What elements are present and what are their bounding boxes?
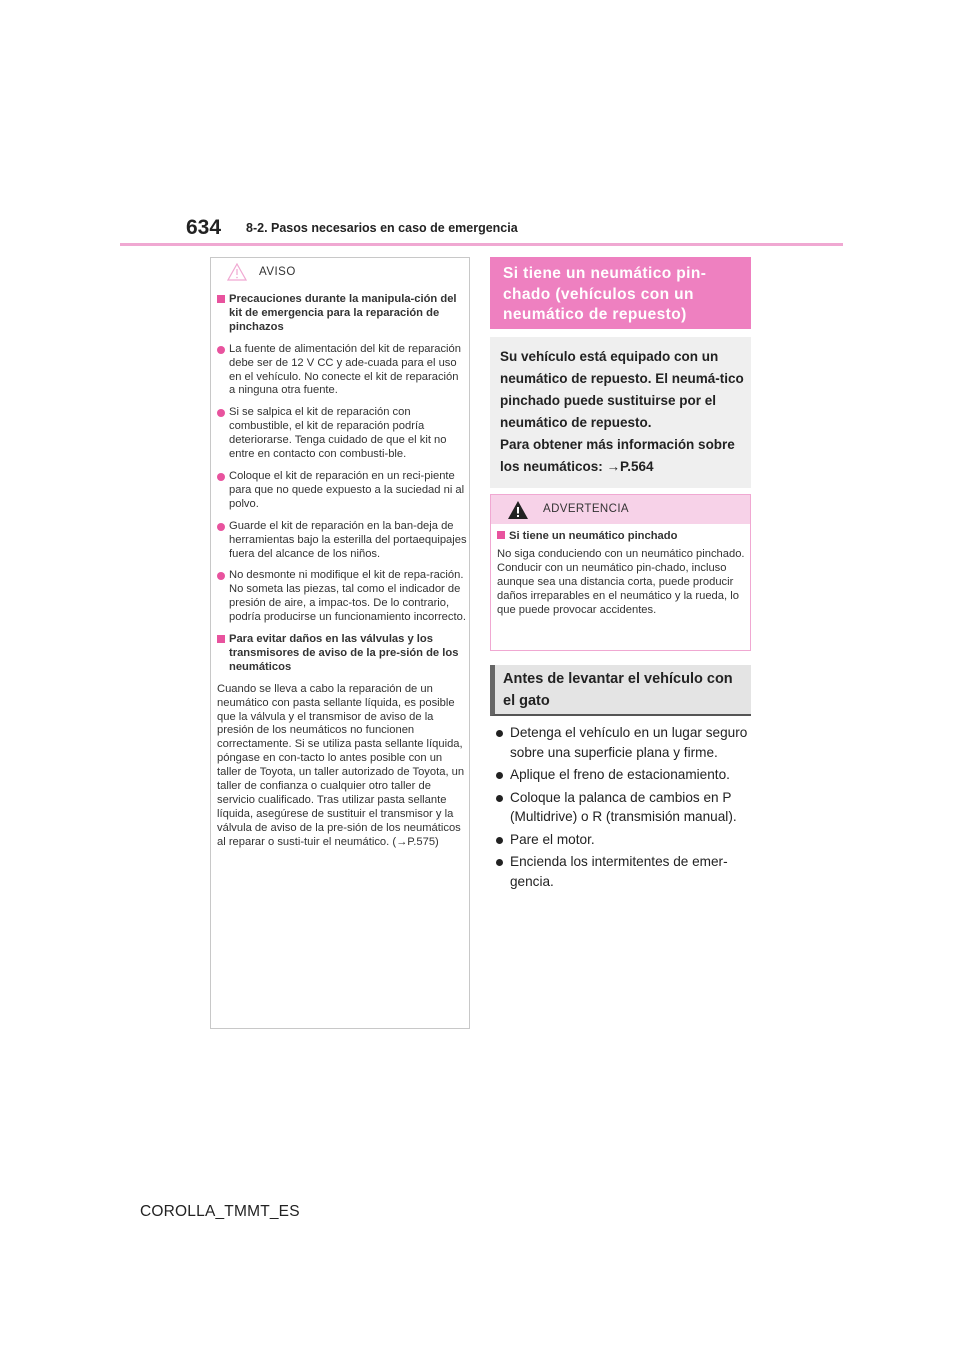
circle-bullet-icon <box>217 572 225 580</box>
circle-bullet-icon <box>217 346 225 354</box>
aviso-heading-2: Para evitar daños en las válvulas y los transmisores de aviso de la pre-sión de los neumáticos <box>217 633 467 675</box>
aviso-heading-1: Precauciones durante la manipula-ción del kit de emergencia para la reparación de pinchazos <box>217 293 467 335</box>
aviso-bullet: Coloque el kit de reparación en un reci-piente para que no quede expuesto a la suciedad ni al polvo. <box>217 470 467 512</box>
advertencia-heading: Si tiene un neumático pinchado <box>497 529 747 543</box>
advertencia-paragraph: No siga conduciendo con un neumático pinchado. Conducir con un neumático pin-chado, incluso aunque sea una distancia corta, puede producir daños irreparables en el neumático y la rueda, lo que puede provocar accidentes. <box>497 548 745 616</box>
aviso-paragraph: Cuando se lleva a cabo la reparación de un neumático con pasta sellante líquida, es posible que la válvula y el transmisor de aviso de la presión de los neumáticos no funcionen correctamente. Si se utiliza pasta sellante líquida, póngase en con-tacto lo antes posible con un taller de Toyota, un taller autorizado de Toyota, un taller de confianza o cualquier otro taller de servicio cualificado. Tras utilizar pasta sellante líquida, asegúrese de sustituir el transmisor y la válvula de aviso de la pre-sión de los neumáticos al reparar o susti-tuir el neumático. (→P.575) <box>217 682 465 848</box>
list-item: Detenga el vehículo en un lugar seguro sobre una superficie plana y firme. <box>494 723 754 762</box>
bullet-dot-icon <box>496 837 503 844</box>
spare-tire-section-title <box>490 257 751 329</box>
jack-title-text: Antes de levantar el vehículo con el gato <box>503 671 733 709</box>
bullet-dot-icon <box>496 772 503 779</box>
advertencia-header <box>491 495 750 524</box>
square-bullet-icon <box>217 295 225 303</box>
aviso-bullet: La fuente de alimentación del kit de reparación debe ser de 12 V CC y ade-cuada para el uso en el vehículo. No conecte el kit de reparación a ninguna otra fuente. <box>217 343 467 399</box>
list-item: Pare el motor. <box>494 830 754 850</box>
advertencia-content <box>497 529 747 617</box>
list-item: Coloque la palanca de cambios en P (Multidrive) o R (transmisión manual). <box>494 788 754 827</box>
circle-bullet-icon <box>217 473 225 481</box>
list-item: Aplique el freno de estacionamiento. <box>494 765 754 785</box>
aviso-bullet: Guarde el kit de reparación en la ban-deja de herramientas bajo la esterilla del portaequipajes fuera del alcance de los niños. <box>217 520 467 562</box>
aviso-box <box>210 257 470 1029</box>
advertencia-box <box>490 494 751 651</box>
bullet-dot-icon <box>496 859 503 866</box>
jack-section-title <box>490 665 751 716</box>
page-number: 634 <box>186 216 222 239</box>
circle-bullet-icon <box>217 523 225 531</box>
info-paragraph-2: Para obtener más información sobre los neumáticos: →P.564 <box>500 437 735 474</box>
bullet-dot-icon <box>496 795 503 802</box>
caution-triangle-icon <box>227 263 247 281</box>
info-paragraph-1: Su vehículo está equipado con un neumático de repuesto. El neumá-tico pinchado puede sustituirse por el neumático de repuesto. <box>500 349 744 430</box>
aviso-bullet: No desmonte ni modifique el kit de repa-ración. No someta las piezas, tal como el indicador de presión de aire, a impac-tos. De lo contrario, podría producirse un funcionamiento incorrecto. <box>217 569 467 625</box>
square-bullet-icon <box>497 531 505 539</box>
aviso-title: AVISO <box>259 266 296 278</box>
aviso-content <box>217 293 467 850</box>
spare-tire-info-box <box>490 337 751 488</box>
jack-steps-list <box>494 723 754 894</box>
advertencia-title: ADVERTENCIA <box>543 503 629 515</box>
aviso-bullet: Si se salpica el kit de reparación con combustible, el kit de reparación podría deteriorarse. Tenga cuidado de que el kit no entre en contacto con combusti-ble. <box>217 406 467 462</box>
spare-tire-title-text: Si tiene un neumático pin-chado (vehículos con un neumático de repuesto) <box>503 265 707 323</box>
square-bullet-icon <box>217 635 225 643</box>
section-title: 8-2. Pasos necesarios en caso de emergencia <box>246 221 518 235</box>
bullet-dot-icon <box>496 730 503 737</box>
warning-triangle-icon <box>507 500 529 520</box>
circle-bullet-icon <box>217 409 225 417</box>
footer-model: COROLLA_TMMT_ES <box>140 1203 300 1220</box>
header-rule <box>120 243 843 246</box>
aviso-header <box>211 258 469 288</box>
list-item: Encienda los intermitentes de emer-gencia. <box>494 852 754 891</box>
spare-tire-info-text <box>500 346 745 478</box>
